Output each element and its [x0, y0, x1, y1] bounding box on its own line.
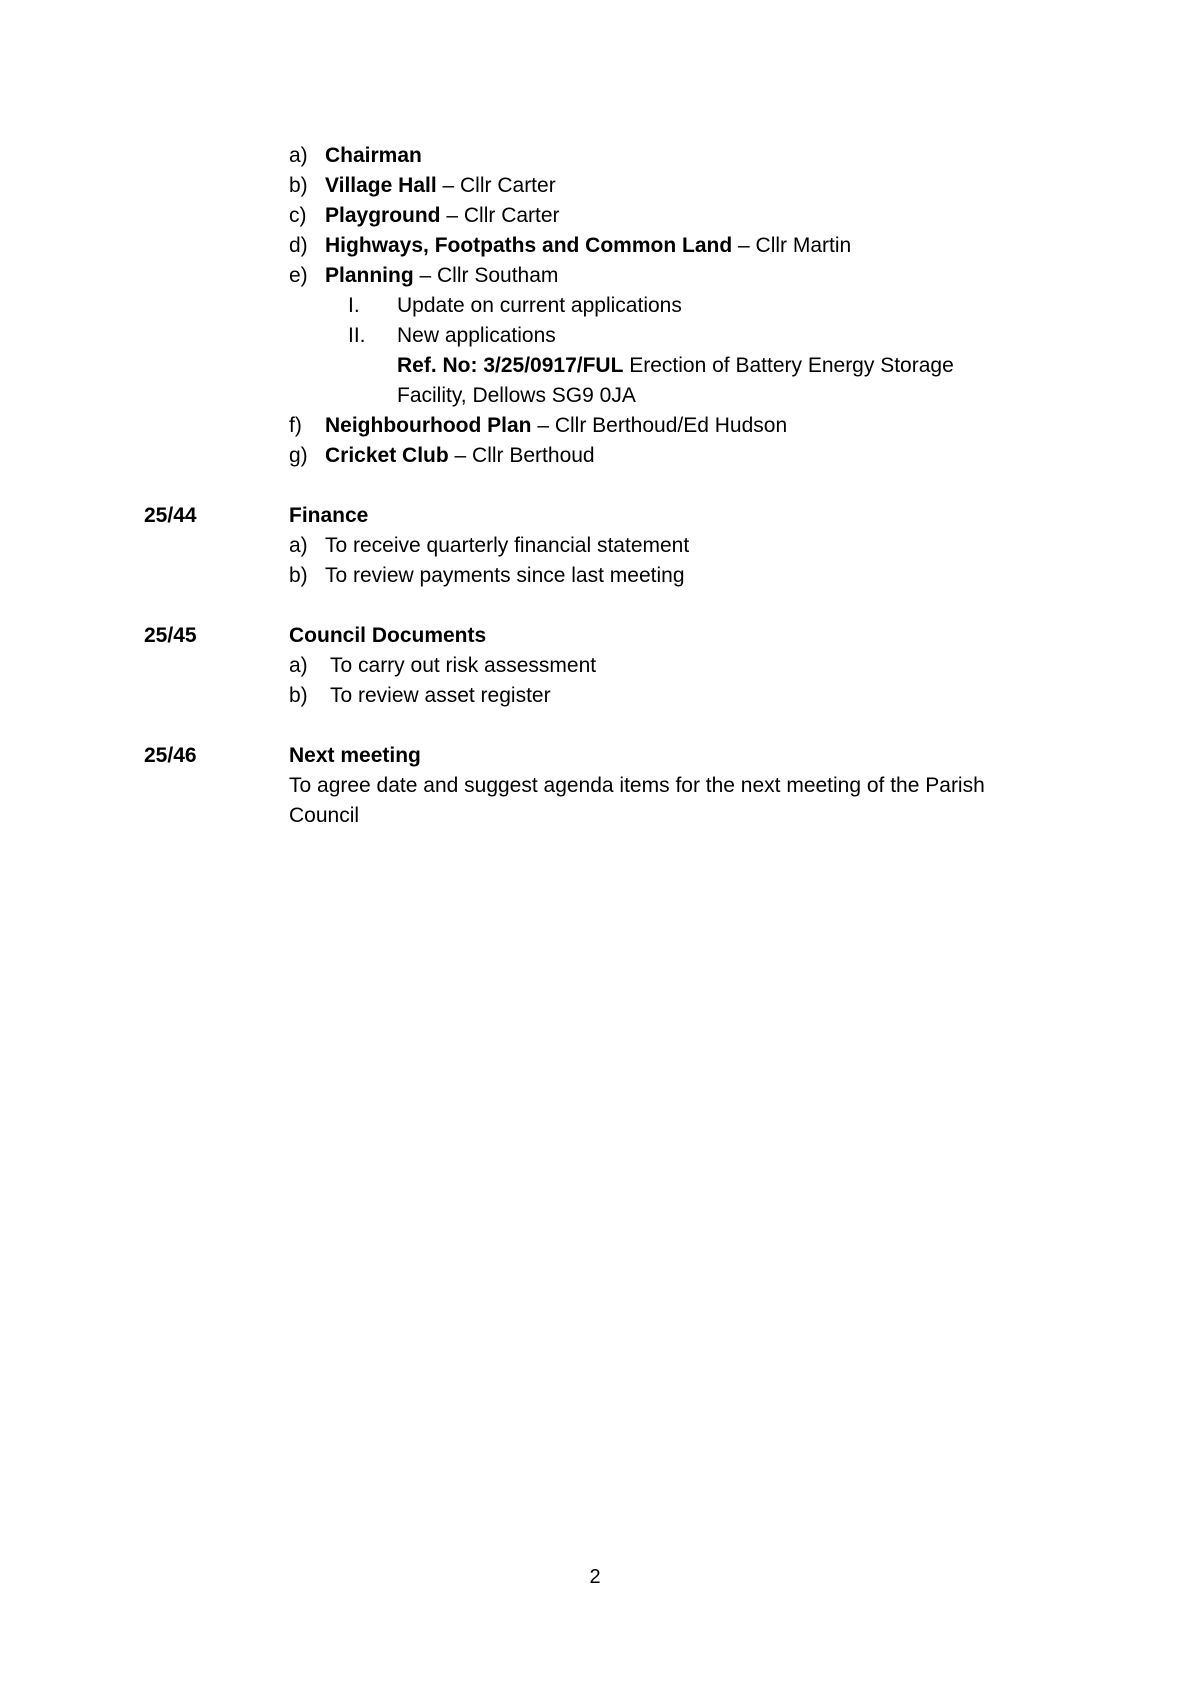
planning-sub-item-1 [348, 291, 682, 321]
section-title: Next meeting [289, 744, 421, 767]
item-text: To review payments since last meeting [325, 564, 685, 587]
item-letter: b) [289, 174, 308, 197]
section-number: 25/46 [144, 744, 197, 767]
item-title: Playground [325, 204, 441, 227]
documents-item-b [289, 681, 551, 711]
item-owner: – Cllr Carter [440, 204, 560, 227]
sub-numeral: II. [348, 324, 366, 347]
item-owner: – Cllr Berthoud/Ed Hudson [531, 414, 788, 437]
sub-numeral: I. [348, 294, 360, 317]
item-owner: – Cllr Martin [732, 234, 852, 257]
next-meeting-text-line-2: Council [289, 804, 360, 827]
reports-item-g [289, 441, 595, 471]
reports-item-f [289, 411, 788, 441]
reports-item-a [289, 141, 422, 171]
section-title: Finance [289, 504, 369, 527]
planning-ref-number: Ref. No: 3/25/0917/FUL [397, 354, 624, 377]
item-title: Planning [325, 264, 414, 287]
item-text: To review asset register [330, 684, 551, 707]
item-letter: d) [289, 234, 308, 257]
item-owner: – Cllr Carter [436, 174, 556, 197]
planning-ref-line [397, 351, 954, 381]
reports-item-b [289, 171, 556, 201]
item-title: Cricket Club [325, 444, 449, 467]
section-number: 25/45 [144, 624, 197, 647]
reports-item-e [289, 261, 559, 291]
item-letter: e) [289, 264, 308, 287]
item-letter: a) [289, 144, 308, 167]
section-number: 25/44 [144, 504, 197, 527]
reports-item-d [289, 231, 852, 261]
page-number: 2 [589, 1566, 601, 1588]
item-title: Chairman [325, 144, 422, 167]
planning-ref-description: Erection of Battery Energy Storage [623, 354, 954, 377]
item-owner: – Cllr Berthoud [448, 444, 595, 467]
item-letter: f) [289, 414, 302, 437]
sub-text: New applications [397, 324, 556, 347]
sub-text: Update on current applications [397, 294, 682, 317]
item-title: Highways, Footpaths and Common Land [325, 234, 733, 257]
planning-ref-line-2: Facility, Dellows SG9 0JA [397, 384, 636, 407]
item-letter: b) [289, 684, 308, 707]
next-meeting-text-line-1: To agree date and suggest agenda items for the next meeting of the Parish [289, 774, 985, 797]
planning-sub-item-2 [348, 321, 556, 351]
section-title: Council Documents [289, 624, 487, 647]
item-letter: b) [289, 564, 308, 587]
item-letter: a) [289, 654, 308, 677]
item-title: Neighbourhood Plan [325, 414, 532, 437]
item-letter: a) [289, 534, 308, 557]
documents-item-a [289, 651, 597, 681]
item-owner: – Cllr Southam [413, 264, 559, 287]
reports-item-c [289, 201, 560, 231]
item-letter: g) [289, 444, 308, 467]
finance-item-b [289, 561, 685, 591]
item-text: To carry out risk assessment [330, 654, 597, 677]
item-text: To receive quarterly financial statement [325, 534, 690, 557]
item-title: Village Hall [325, 174, 437, 197]
finance-item-a [289, 531, 690, 561]
item-letter: c) [289, 204, 307, 227]
